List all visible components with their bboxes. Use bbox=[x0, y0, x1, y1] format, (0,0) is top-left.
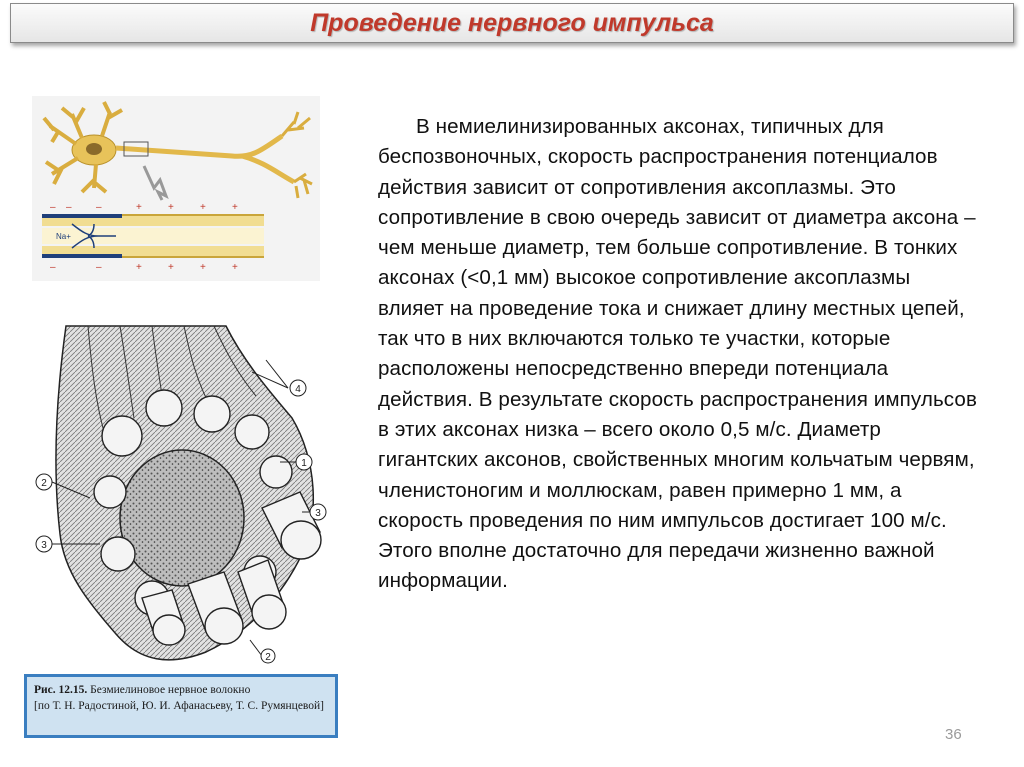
neuron-figure bbox=[32, 96, 320, 281]
schwann-nucleus bbox=[120, 450, 244, 586]
charge-minus: – bbox=[96, 202, 102, 213]
label-3: 3 bbox=[315, 508, 321, 519]
charge-plus: + bbox=[232, 262, 238, 273]
slide-title: Проведение нервного импульса bbox=[310, 8, 714, 37]
charge-plus: + bbox=[136, 262, 142, 273]
axon-segment bbox=[42, 214, 264, 258]
charge-minus: – bbox=[50, 202, 56, 213]
title-bar bbox=[10, 3, 1014, 43]
charge-minus: – bbox=[66, 202, 72, 213]
caption-source: [по Т. Н. Радостиной, Ю. И. Афанасьеву, Т. С. Румянцевой] bbox=[34, 700, 325, 712]
label-2: 2 bbox=[41, 478, 47, 489]
label-4: 4 bbox=[295, 384, 301, 395]
charge-plus: + bbox=[200, 262, 206, 273]
charge-plus: + bbox=[136, 202, 142, 213]
charge-plus: + bbox=[200, 202, 206, 213]
figure-caption bbox=[24, 674, 338, 738]
charge-plus: + bbox=[232, 202, 238, 213]
charge-minus: – bbox=[50, 262, 56, 273]
page-number: 36 bbox=[945, 726, 962, 743]
label-3: 3 bbox=[41, 540, 47, 551]
charge-plus: + bbox=[168, 262, 174, 273]
charge-minus: – bbox=[96, 262, 102, 273]
caption-title: Безмиелиновое нервное волокно bbox=[90, 684, 251, 696]
body-paragraph: В немиелинизированных аксонах, типичных для беспозвоночных, скорость распространения потенциалов действия зависит от сопротивления аксоплазмы. Это сопротивление в свою очередь зависит от диаметра аксона – чем меньше диаметр, тем больше сопротивление. В тонких аксонах (<0,1 мм) высокое сопротивление аксоплазмы влияет на проведение тока и снижает длину местных цепей, так что в них включаются только те участки, которые расположены непосредственно впереди потенциала действия. В результате скорость распространения импульсов в этих аксонах низка – всего около 0,5 м/с. Диаметр гигантских аксонов, свойственных многим кольчатым червям, членистоногим и моллюскам, равен примерно 1 мм, а скорость проведения по ним импульсов достигает 100 м/с. Этого вполне достаточно для передачи жизненно важной информации. bbox=[378, 115, 977, 593]
ion-label: Na+ bbox=[56, 232, 71, 241]
label-1: 1 bbox=[301, 458, 307, 469]
charge-plus: + bbox=[168, 202, 174, 213]
label-2: 2 bbox=[265, 652, 271, 663]
caption-ref: Рис. 12.15. bbox=[34, 684, 88, 696]
nerve-fiber-figure bbox=[30, 322, 330, 664]
